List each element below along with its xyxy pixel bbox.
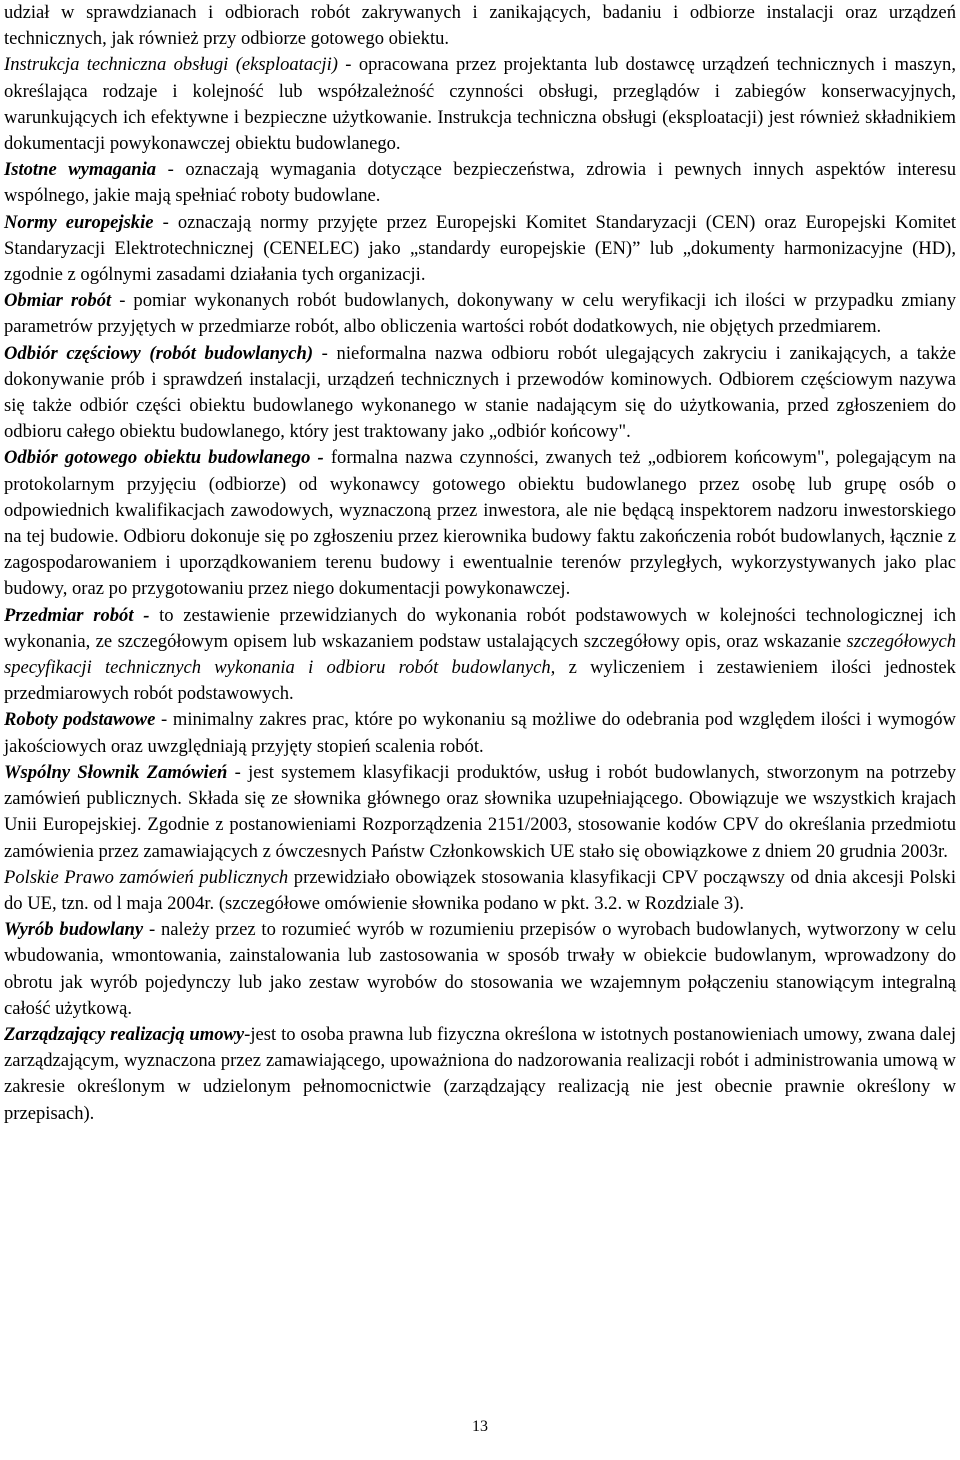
- document-body: [4, 0, 956, 1127]
- term-zarzadzajacy: Zarządzający realizacją umowy: [4, 1023, 245, 1045]
- term-wyrob-budowlany: Wyrób budowlany: [4, 919, 144, 941]
- paragraph-polskie-prawo: [4, 865, 956, 917]
- term-przedmiar-robot: szczegółowych specyfikacji technicznych wykonania i odbioru robót budowlanych,: [4, 630, 956, 679]
- paragraph-odbior-gotowego: [4, 445, 956, 602]
- text-run: - jest systemem klasyfikacji produktów, usług i robót budowlanych, stworzonym na potrzeby zamówień publicznych. Składa się ze słownika głównego oraz słownika uzupełniającego. Obowiązuje we wszystkich krajach Unii Europejskiej. Zgodnie z postanowieniami Rozporządzenia 2151/2003, stosowanie kodów CPV do określania przedmiotu zamówienia przez zamawiających z ówczesnych Państw Członkowskich UE stało się obowiązkowe z dniem 20 grudnia 2003r.: [4, 761, 956, 862]
- paragraph-wyrob-budowlany: [4, 917, 956, 1022]
- paragraph-intro-cont: [4, 0, 956, 52]
- term-normy-europejskie: Normy europejskie: [4, 211, 154, 233]
- text-run: udział w sprawdzianach i odbiorach robót zakrywanych i zanikających, badaniu i odbiorze instalacji oraz urządzeń technicznych, jak również przy odbiorze gotowego obiektu.: [4, 2, 956, 50]
- term-odbior-gotowego: Odbiór gotowego obiektu budowlanego -: [4, 447, 324, 469]
- paragraph-przedmiar-robot: [4, 603, 956, 708]
- term-przedmiar-robot: Przedmiar robót -: [4, 604, 150, 626]
- text-run: formalna nazwa czynności, zwanych też „odbiorem końcowym", polegającym na protokolarnym przyjęciu (odbiorze) od wykonawcy gotowego obiektu budowlanego przez osobę lub grupę osób o odpowiednich kwalifikacjach zawodowych, wyznaczoną przez inwestora, ale nie będącą inspektorem nadzoru inwestorskiego na tej budowie. Odbioru dokonuje się po zgłoszeniu przez kierownika budowy faktu zakończenia robót budowlanych, łącznie z zagospodarowaniem i uporządkowaniem terenu budowy i ewentualnie terenów przyległych, wykorzystywanych jako plac budowy, oraz po przygotowaniu przez niego dokumentacji powykonawczej.: [4, 447, 956, 600]
- paragraph-normy-europejskie: [4, 210, 956, 289]
- paragraph-istotne-wymagania: [4, 157, 956, 209]
- term-roboty-podstawowe: Roboty podstawowe: [4, 709, 156, 731]
- paragraph-odbior-czesciowy: [4, 341, 956, 446]
- text-run: przewidziało obowiązek stosowania klasyfikacji CPV począwszy od dnia akcesji Polski do UE, tzn. od l maja 2004r. (szczegółowe omówienie słownika podano w pkt. 3.2. w Rozdziale 3).: [4, 866, 956, 914]
- document-page: [4, 0, 956, 1127]
- term-istotne-wymagania: Istotne wymagania: [4, 159, 157, 181]
- paragraph-zarzadzajacy: [4, 1022, 956, 1127]
- term-instrukcja: Instrukcja techniczna obsługi (eksploatacji): [4, 54, 338, 76]
- term-odbior-czesciowy: Odbiór częściowy (robót budowlanych): [4, 342, 314, 364]
- text-run: - opracowana przez projektanta lub dostawcę urządzeń technicznych i maszyn, określająca rodzaje i kolejność lub współzależność czynności obsługi, przeglądów i zabiegów konserwacyjnych, warunkujących ich efektywne i bezpieczne użytkowanie. Instrukcja techniczna obsługi (eksploatacji) jest również składnikiem dokumentacji powykonawczej obiektu budowlanego.: [4, 54, 957, 155]
- text-run: to zestawienie przewidzianych do wykonania robót podstawowych w kolejności technologicznej ich wykonania, ze szczegółowym opisem lub wskazaniem podstaw ustalających szczegółowy opis, oraz wskazanie: [4, 604, 956, 652]
- text-run: - pomiar wykonanych robót budowlanych, dokonywany w celu weryfikacji ich ilości w przypadku zmiany parametrów przyjętych w przedmiarze robót, albo obliczenia wartości robót dodatkowych, nie objętych przedmiarem.: [4, 290, 956, 338]
- paragraph-wspolny-slownik: [4, 760, 956, 865]
- text-run: - minimalny zakres prac, które po wykonaniu są możliwe do odebrania pod względem ilości i wymogów jakościowych oraz uwzględniają przyjęty stopień scalenia robót.: [4, 709, 956, 757]
- text-run: - oznaczają wymagania dotyczące bezpieczeństwa, zdrowia i pewnych innych aspektów interesu wspólnego, jakie mają spełniać roboty budowlane.: [4, 159, 956, 207]
- text-run: z wyliczeniem i zestawieniem ilości jednostek przedmiarowych robót podstawowych.: [4, 657, 956, 705]
- text-run: -jest to osoba prawna lub fizyczna określona w istotnych postanowieniach umowy, zwana dalej zarządzającym, wyznaczona przez zamawiającego, upoważniona do nadzorowania realizacji robót i administrowania umową w zakresie określonym w udzielonym pełnomocnictwie (zarządzający realizacją nie jest obecnie prawnie określony w przepisach).: [4, 1023, 956, 1124]
- paragraph-obmiar-robot: [4, 288, 956, 340]
- paragraph-instrukcja: [4, 52, 956, 157]
- page-number: 13: [472, 1418, 488, 1435]
- term-wspolny-slownik: Wspólny Słownik Zamówień: [4, 761, 228, 783]
- paragraph-roboty-podstawowe: [4, 707, 956, 759]
- term-polskie-prawo: Polskie Prawo zamówień publicznych: [4, 866, 289, 888]
- term-obmiar-robot: Obmiar robót: [4, 290, 112, 312]
- text-run: - oznaczają normy przyjęte przez Europejski Komitet Standaryzacji (CEN) oraz Europejski Komitet Standaryzacji Elektrotechnicznej (CENELEC) jako „standardy europejskie (EN)” lub „dokumenty harmonizacyjne (HD), zgodnie z ogólnymi zasadami działania tych organizacji.: [4, 211, 956, 286]
- text-run: - nieformalna nazwa odbioru robót ulegających zakryciu i zanikających, a także dokonywanie prób i sprawdzeń instalacji, urządzeń technicznych i przewodów kominowych. Odbiorem częściowym nazywa się także odbiór części obiektu budowlanego wykonanego w stanie nadającym się do użytkowania, przed zgłoszeniem do odbioru całego obiektu budowlanego, który jest traktowany jako „odbiór końcowy".: [4, 342, 956, 443]
- text-run: - należy przez to rozumieć wyrób w rozumieniu przepisów o wyrobach budowlanych, wytworzony w celu wbudowania, wmontowania, zainstalowania lub zastosowania w sposób trwały w obiekcie budowlanym, wprowadzony do obrotu jak wyrób pojedynczy lub jako zestaw wyrobów do stosowania we wzajemnym połączeniu stanowiącym integralną całość użytkową.: [4, 919, 957, 1019]
